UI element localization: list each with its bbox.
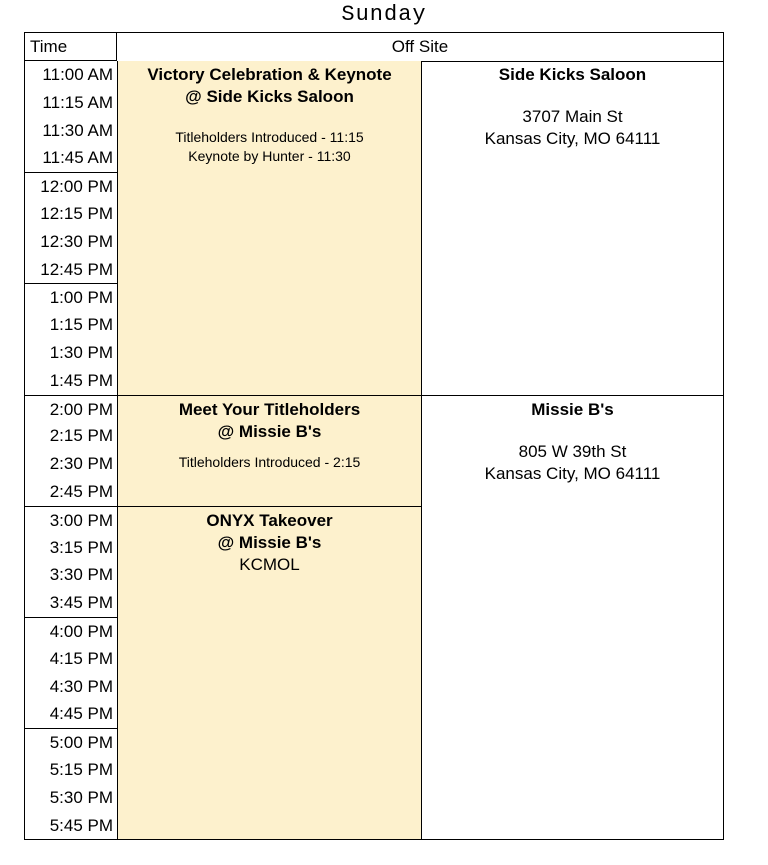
schedule-table [24, 32, 724, 840]
event-victory-celebration[interactable] [118, 61, 421, 396]
event-meet-titleholders[interactable] [118, 396, 421, 507]
event-onyx-takeover[interactable] [118, 507, 421, 839]
event-subtitle: KCMOL [239, 555, 300, 574]
time-slot: 5:00 PM [25, 728, 117, 756]
time-slot: 2:15 PM [49, 426, 113, 446]
time-slot: 4:45 PM [49, 704, 113, 724]
event-title: ONYX Takeover [206, 511, 333, 530]
time-slot: 3:15 PM [49, 537, 113, 557]
venue-address-line: 805 W 39th St [518, 442, 627, 461]
time-slot: 12:45 PM [40, 259, 113, 279]
venue-name: Side Kicks Saloon [498, 65, 647, 84]
venue-missie-bs [421, 396, 723, 839]
time-slot: 12:00 PM [25, 172, 117, 200]
time-slot: 5:15 PM [49, 760, 113, 779]
time-slot: 2:00 PM [25, 395, 117, 423]
event-detail: Keynote by Hunter - 11:30 [188, 148, 351, 164]
event-location: @ Missie B's [217, 422, 322, 441]
time-slot: 11:00 AM [42, 65, 113, 84]
venue-name: Missie B's [531, 400, 614, 419]
event-title: Meet Your Titleholders [178, 400, 361, 419]
time-slot: 3:30 PM [49, 565, 113, 585]
event-location: @ Missie B's [217, 533, 322, 552]
time-slot: 2:45 PM [49, 482, 113, 501]
time-slot: 2:30 PM [49, 454, 113, 474]
event-location: @ Side Kicks Saloon [185, 87, 354, 106]
event-detail: Titleholders Introduced - 2:15 [178, 454, 361, 470]
time-slot: 4:15 PM [49, 648, 113, 668]
event-detail: Titleholders Introduced - 11:15 [175, 129, 364, 145]
time-slot: 5:30 PM [49, 787, 113, 807]
time-slot: 11:45 AM [42, 148, 113, 168]
time-slot: 1:00 PM [25, 283, 117, 311]
time-slot: 1:45 PM [49, 370, 113, 390]
page-title: Sunday [341, 2, 427, 27]
time-slot: 5:45 PM [49, 815, 113, 835]
time-slot: 12:15 PM [40, 204, 113, 223]
time-slot: 12:30 PM [40, 231, 113, 251]
time-slot: 3:45 PM [49, 593, 113, 613]
venue-address-line: 3707 Main St [522, 107, 623, 126]
time-slot: 11:15 AM [42, 92, 113, 112]
time-header: Time [25, 33, 117, 61]
time-slot: 4:00 PM [25, 617, 117, 645]
event-title: Victory Celebration & Keynote [147, 65, 392, 84]
time-slot: 11:30 AM [42, 120, 113, 140]
time-slot: 4:30 PM [49, 676, 113, 696]
time-slot: 1:15 PM [49, 315, 113, 335]
venue-address-line: Kansas City, MO 64111 [484, 129, 661, 148]
venue-side-kicks-saloon [421, 61, 723, 396]
time-slot: 1:30 PM [49, 343, 113, 362]
time-slot: 3:00 PM [25, 506, 117, 534]
venue-address-line: Kansas City, MO 64111 [484, 464, 661, 483]
offsite-header: Off Site [117, 33, 723, 62]
